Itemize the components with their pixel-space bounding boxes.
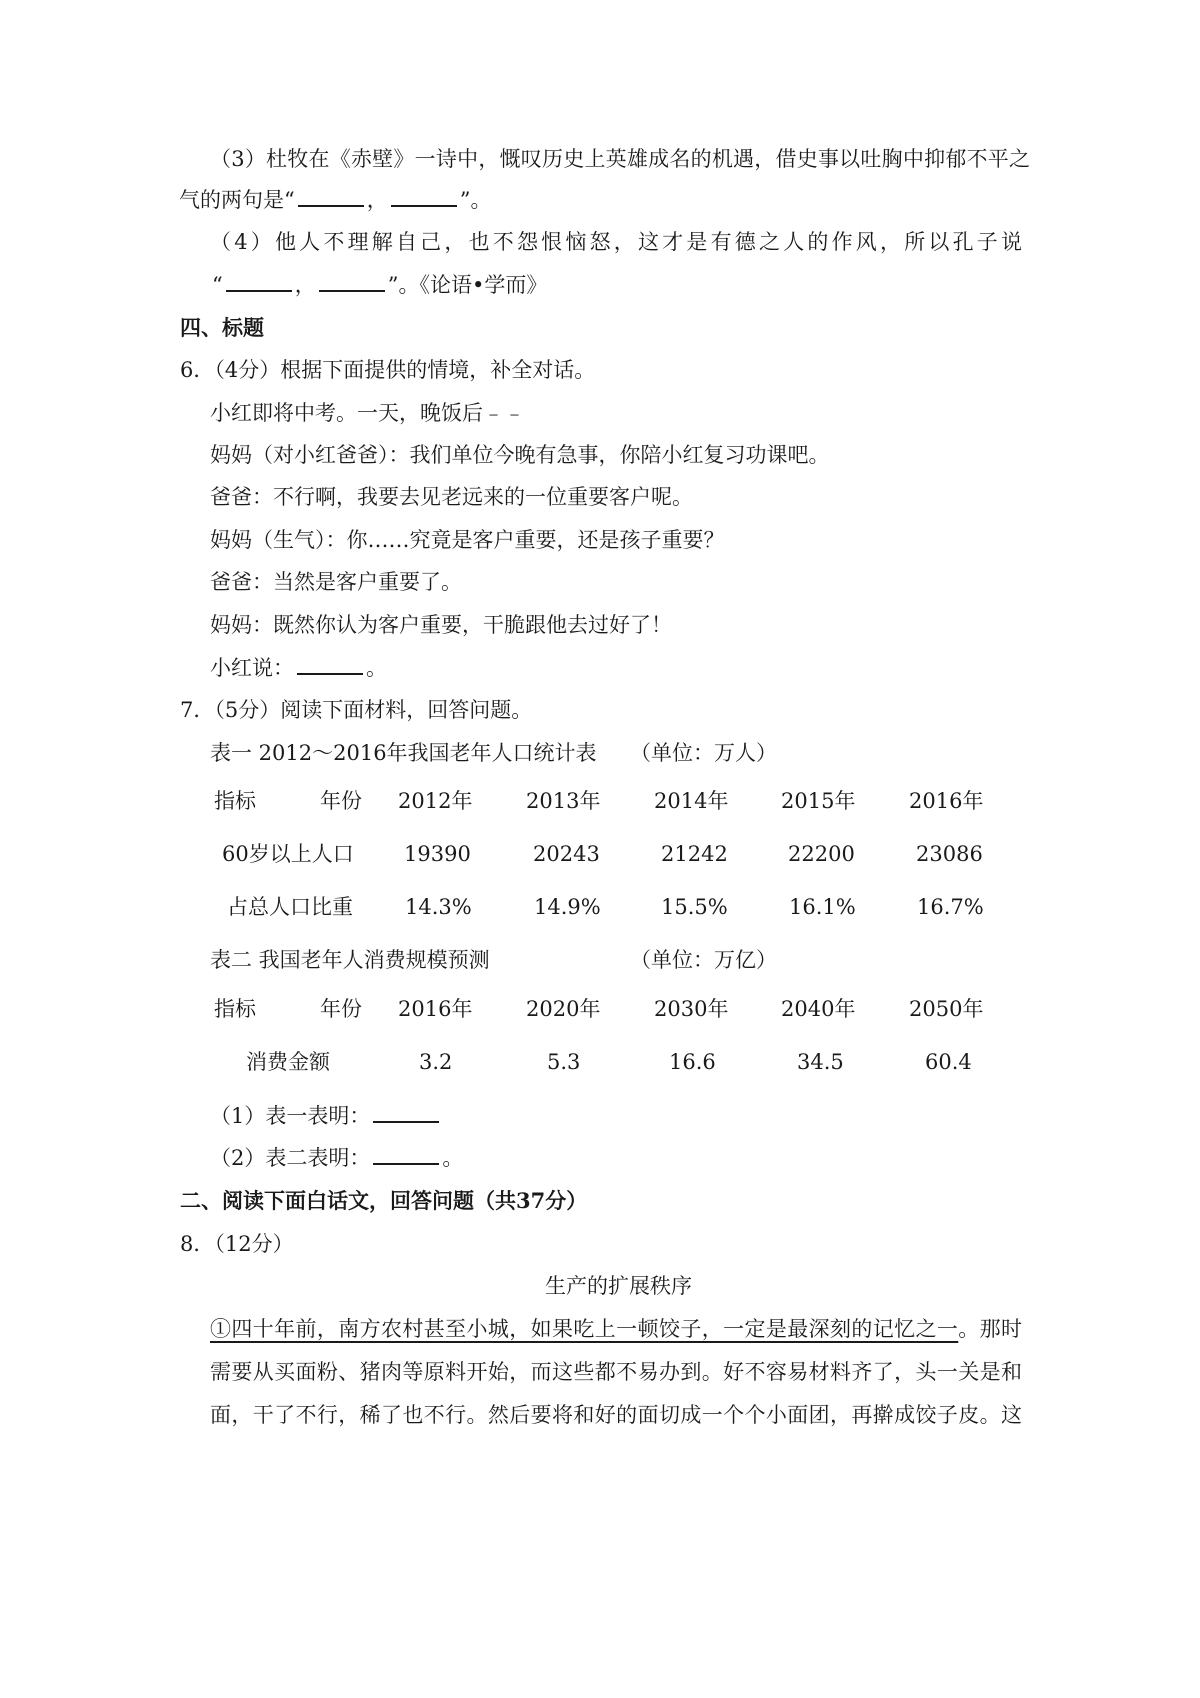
section-heading: 二、阅读下面白话文，回答问题（共37分） bbox=[180, 1188, 588, 1213]
answer-blank[interactable] bbox=[297, 655, 363, 675]
q6-line: 爸爸：当然是客户重要了。 bbox=[210, 570, 462, 594]
answer-blank[interactable] bbox=[319, 272, 385, 292]
table1-cell: 23086 bbox=[916, 842, 983, 866]
q7-sub2-prefix: （2）表二表明： bbox=[210, 1146, 371, 1170]
table1-title: 表一 2012～2016年我国老年人口统计表 bbox=[210, 741, 597, 765]
q6-line: 妈妈（对小红爸爸）：我们单位今晚有急事，你陪小红复习功课吧。 bbox=[210, 443, 830, 467]
q7-sub1-prefix: （1）表一表明： bbox=[210, 1104, 371, 1128]
answer-blank[interactable] bbox=[373, 1103, 439, 1123]
table2-cell: 34.5 bbox=[797, 1050, 844, 1074]
table2-year: 2020年 bbox=[526, 997, 601, 1021]
table2-cell: 5.3 bbox=[547, 1050, 581, 1074]
table2-year: 2016年 bbox=[398, 997, 473, 1021]
article-line: 面，干了不行，稀了也不行。然后要将和好的面切成一个个小面团，再擀成饺子皮。这 bbox=[210, 1403, 1022, 1427]
table1-year: 2012年 bbox=[398, 789, 473, 813]
table1-cell: 19390 bbox=[404, 842, 471, 866]
q6-header: 6．（4分）根据下面提供的情境，补全对话。 bbox=[180, 358, 596, 382]
q7-sub2 bbox=[210, 1143, 463, 1173]
table1-year: 2014年 bbox=[654, 789, 729, 813]
q5-3-suffix: ”。 bbox=[459, 188, 492, 212]
q5-4-suffix: ”。《论语•学而》 bbox=[387, 273, 548, 297]
q5-4-sep: ， bbox=[294, 273, 316, 297]
q5-3-line2 bbox=[179, 185, 492, 215]
q6-line: 爸爸：不行啊，我要去见老远来的一位重要客户呢。 bbox=[210, 485, 693, 509]
article-line-rest: 。那时 bbox=[958, 1317, 1023, 1341]
table2-year: 2030年 bbox=[654, 997, 729, 1021]
table1-cell: 14.9% bbox=[534, 895, 601, 919]
table1-cell: 14.3% bbox=[405, 895, 472, 919]
table1-year: 2015年 bbox=[781, 789, 856, 813]
table1-cell: 16.7% bbox=[917, 895, 984, 919]
q7-sub1 bbox=[210, 1101, 442, 1131]
table2-year: 2040年 bbox=[781, 997, 856, 1021]
q6-answer-suffix: 。 bbox=[366, 656, 387, 680]
table2-head-label: 指标 bbox=[214, 997, 256, 1021]
section-heading: 四、标题 bbox=[180, 315, 264, 340]
q8-header: 8．（12分） bbox=[180, 1232, 294, 1256]
q7-sub2-suffix: 。 bbox=[442, 1146, 464, 1170]
table2-unit: （单位：万亿） bbox=[630, 948, 777, 972]
q6-line: 妈妈（生气）：你……究竟是客户重要，还是孩子重要？ bbox=[210, 528, 725, 552]
answer-blank[interactable] bbox=[391, 187, 457, 207]
q5-4-line1: （4）他人不理解自己，也不怨恨恼怒，这才是有德之人的作风，所以孔子说 bbox=[210, 230, 1022, 254]
q7-header: 7．（5分）阅读下面材料，回答问题。 bbox=[180, 698, 533, 722]
q5-3-prefix: 气的两句是“ bbox=[179, 188, 295, 212]
answer-blank[interactable] bbox=[298, 187, 364, 207]
table1-row-label: 60岁以上人口 bbox=[222, 842, 354, 866]
table2-cell: 3.2 bbox=[419, 1050, 453, 1074]
table2-head-year: 年份 bbox=[320, 997, 362, 1021]
table1-cell: 21242 bbox=[661, 842, 728, 866]
table1-row-label: 占总人口比重 bbox=[227, 895, 353, 919]
table1-cell: 15.5% bbox=[661, 895, 728, 919]
table1-head-year: 年份 bbox=[320, 789, 362, 813]
table1-cell: 22200 bbox=[788, 842, 855, 866]
q6-line: 妈妈：既然你认为客户重要，干脆跟他去过好了！ bbox=[210, 613, 672, 637]
q6-line: 小红即将中考。一天，晚饭后﹣﹣ bbox=[210, 401, 525, 425]
table2-year: 2050年 bbox=[909, 997, 984, 1021]
answer-blank[interactable] bbox=[226, 272, 292, 292]
table2-cell: 60.4 bbox=[925, 1050, 972, 1074]
q6-answer-line bbox=[210, 653, 387, 683]
q5-4-line2 bbox=[212, 270, 547, 300]
underlined-sentence: ①四十年前，南方农村甚至小城，如果吃上一顿饺子，一定是最深刻的记忆之一 bbox=[210, 1317, 959, 1341]
table1-unit: （单位：万人） bbox=[630, 741, 777, 765]
table1-cell: 20243 bbox=[533, 842, 600, 866]
article-line: 需要从买面粉、猪肉等原料开始，而这些都不易办到。好不容易材料齐了，头一关是和 bbox=[210, 1360, 1022, 1384]
article-line bbox=[210, 1314, 1022, 1344]
answer-blank[interactable] bbox=[373, 1145, 439, 1165]
table1-head-label: 指标 bbox=[214, 789, 256, 813]
article-title: 生产的扩展秩序 bbox=[545, 1274, 692, 1298]
q5-4-open-quote: “ bbox=[212, 273, 223, 297]
table1-year: 2016年 bbox=[909, 789, 984, 813]
table2-title: 表二 我国老年人消费规模预测 bbox=[210, 948, 490, 972]
q5-3-line1: （3）杜牧在《赤壁》一诗中，慨叹历史上英雄成名的机遇，借史事以吐胸中抑郁不平之 bbox=[210, 147, 1030, 171]
table1-cell: 16.1% bbox=[789, 895, 856, 919]
q6-answer-prefix: 小红说： bbox=[210, 656, 294, 680]
table1-year: 2013年 bbox=[526, 789, 601, 813]
q5-3-sep: ， bbox=[366, 188, 388, 212]
table2-row-label: 消费金额 bbox=[246, 1050, 330, 1074]
table2-cell: 16.6 bbox=[669, 1050, 716, 1074]
